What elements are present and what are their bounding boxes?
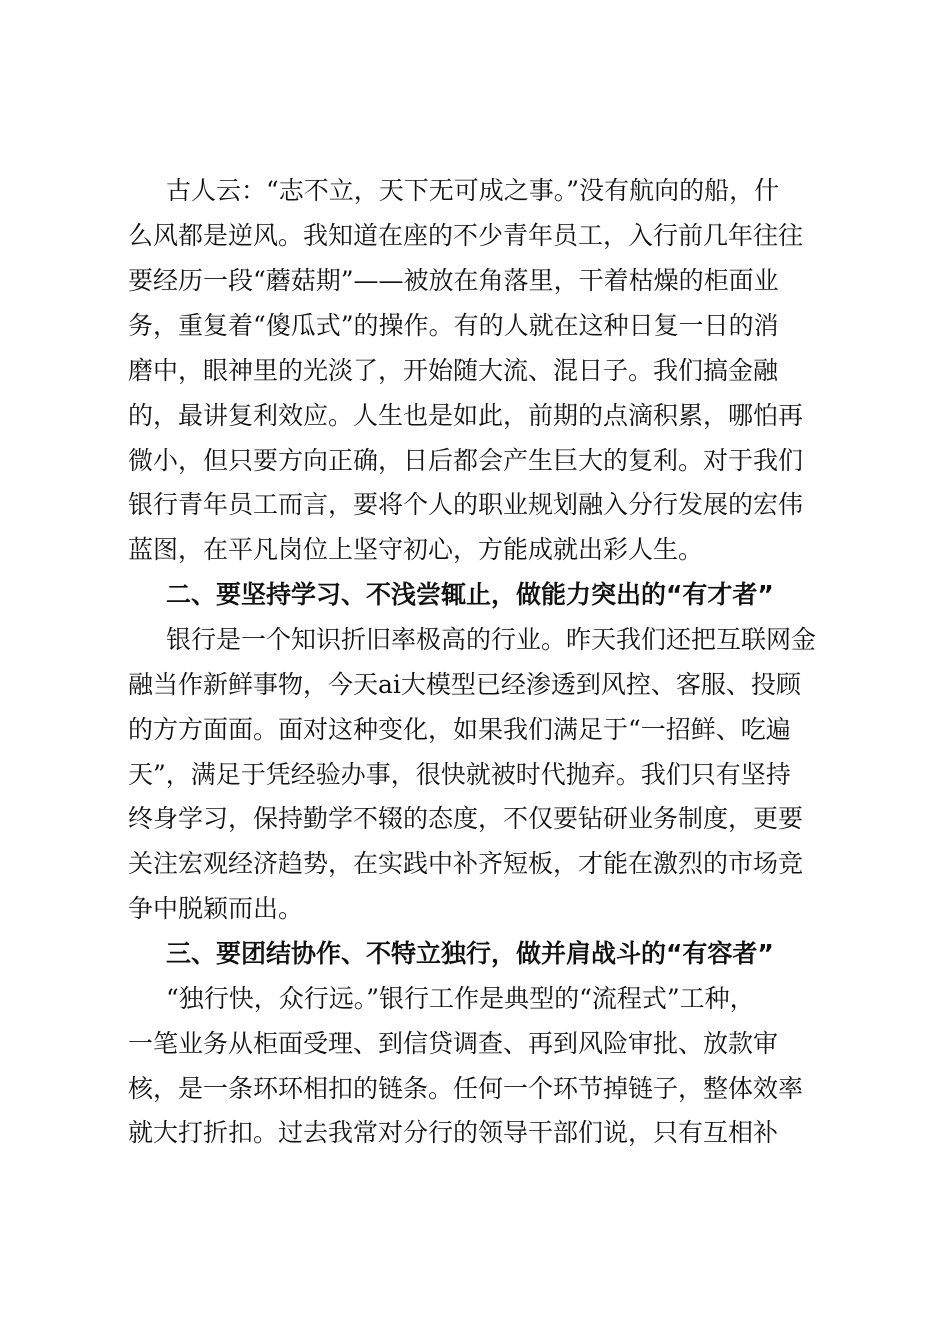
paragraph-3-line-4: 就大打折扣。过去我常对分行的领导干部们说，只有互相补: [128, 1118, 779, 1147]
section-heading-2: 二、要坚持学习、不浅尝辄止，做能力突出的“有才者”: [166, 580, 774, 609]
paragraph-3-line-2: 一笔业务从柜面受理、到信贷调查、再到风险审批、放款审: [128, 1029, 779, 1058]
paragraph-1-line-9: 蓝图，在平凡岗位上坚守初心，方能成就出彩人生。: [128, 535, 704, 564]
paragraph-2-line-5: 终身学习，保持勤学不辍的态度，不仅要钻研业务制度，更要: [128, 804, 804, 833]
paragraph-1-line-7: 微小，但只要方向正确，日后都会产生巨大的复利。对于我们: [128, 446, 804, 475]
paragraph-2-line-1: 银行是一个知识折旧率极高的行业。昨天我们还把互联网金: [166, 625, 817, 654]
paragraph-3-line-1: “独行快，众行远。”银行工作是典型的“流程式”工种，: [166, 984, 755, 1013]
paragraph-2-line-6: 关注宏观经济趋势，在实践中补齐短板，才能在激烈的市场竞: [128, 849, 804, 878]
paragraph-1-line-6: 的，最讲复利效应。人生也是如此，前期的点滴积累，哪怕再: [128, 401, 804, 430]
paragraph-2-line-3: 的方方面面。面对这种变化，如果我们满足于“一招鲜、吃遍: [128, 715, 791, 744]
paragraph-2-line-7: 争中脱颖而出。: [128, 894, 304, 923]
paragraph-2-line-2: 融当作新鲜事物，今天ai大模型已经渗透到风控、客服、投顾: [128, 670, 801, 699]
paragraph-1-line-4: 务，重复着“傻瓜式”的操作。有的人就在这种日复一日的消: [128, 311, 779, 340]
section-heading-3: 三、要团结协作、不特立独行，做并肩战斗的“有容者”: [166, 939, 774, 968]
paragraph-1-line-8: 银行青年员工而言，要将个人的职业规划融入分行发展的宏伟: [128, 490, 804, 519]
paragraph-1-line-1: 古人云：“志不立，天下无可成之事。”没有航向的船，什: [166, 176, 780, 205]
paragraph-3-line-3: 核，是一条环环相扣的链条。任何一个环节掉链子，整体效率: [128, 1074, 804, 1103]
paragraph-1-line-5: 磨中，眼神里的光淡了，开始随大流、混日子。我们搞金融: [128, 356, 779, 385]
paragraph-2-line-4: 天”，满足于凭经验办事，很快就被时代抛弃。我们只有坚持: [128, 760, 791, 789]
paragraph-1-line-2: 么风都是逆风。我知道在座的不少青年员工，入行前几年往往: [128, 221, 804, 250]
paragraph-1-line-3: 要经历一段“蘑菇期”——被放在角落里，干着枯燥的柜面业: [128, 266, 779, 295]
